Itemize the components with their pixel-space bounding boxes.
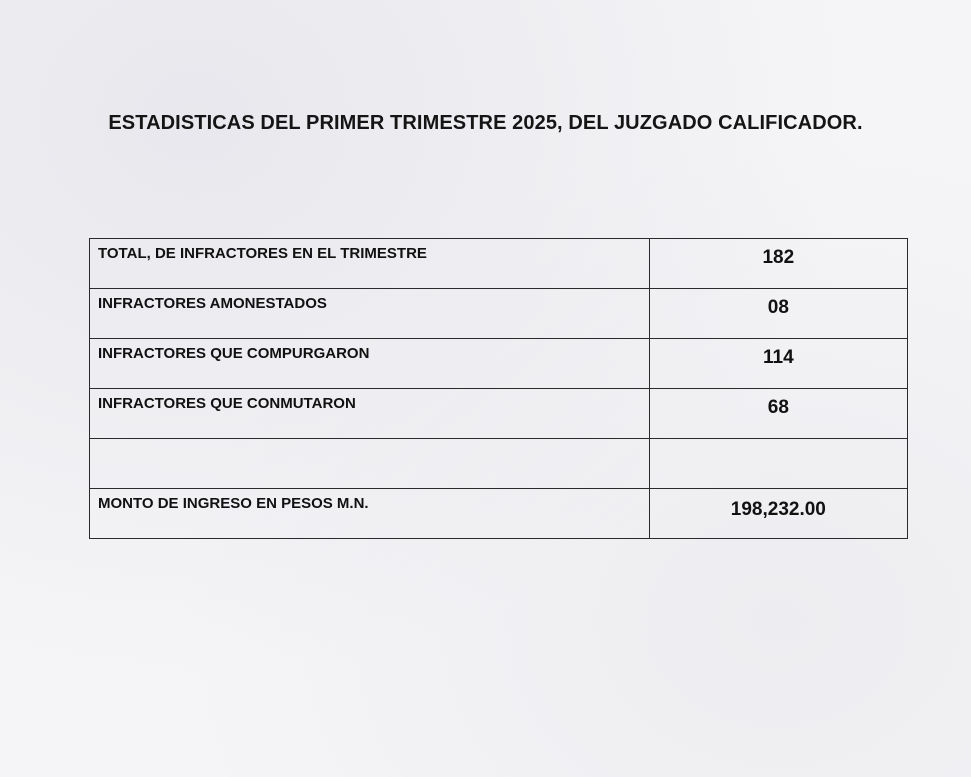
row-value: 198,232.00 xyxy=(649,489,907,539)
table-row-amonestados xyxy=(90,289,908,339)
row-label: MONTO DE INGRESO EN PESOS M.N. xyxy=(90,489,650,539)
row-value: 182 xyxy=(649,239,907,289)
table-row-monto-ingreso xyxy=(90,489,908,539)
statistics-table xyxy=(89,238,908,539)
table-row-empty xyxy=(90,439,908,489)
row-value: 114 xyxy=(649,339,907,389)
table-row-conmutaron xyxy=(90,389,908,439)
table-row-total-infractores xyxy=(90,239,908,289)
document-title: ESTADISTICAS DEL PRIMER TRIMESTRE 2025, DEL JUZGADO CALIFICADOR. xyxy=(108,112,863,134)
row-value: 68 xyxy=(649,389,907,439)
row-label: INFRACTORES QUE COMPURGARON xyxy=(90,339,650,389)
row-label: TOTAL, DE INFRACTORES EN EL TRIMESTRE xyxy=(90,239,650,289)
row-label: INFRACTORES AMONESTADOS xyxy=(90,289,650,339)
row-label xyxy=(90,439,650,489)
row-value: 08 xyxy=(649,289,907,339)
table-row-compurgaron xyxy=(90,339,908,389)
row-value xyxy=(649,439,907,489)
row-label: INFRACTORES QUE CONMUTARON xyxy=(90,389,650,439)
